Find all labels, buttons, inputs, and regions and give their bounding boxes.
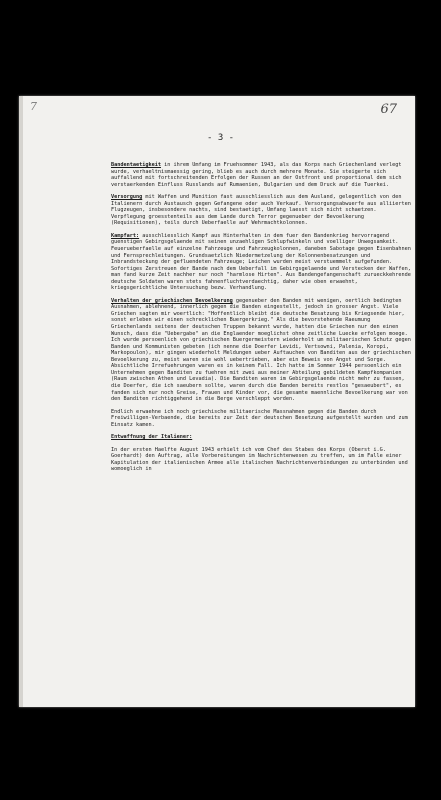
paragraph-heading: Versorgung (111, 194, 143, 201)
paragraph-heading: Bandentaetigkeit (111, 162, 161, 168)
paragraph-text: in ihrem Umfang im Fruehsommer 1943, als das Korps nach Griechenland verlegt wurde, verhaeltnismaessig gering, blieb es auch durch mehrere Monate. Sie steigerte sich auffallend mit fortschreitenden Erfolgen der Russen an der Ostfront und proportional dem sich verstaerkenden Einfluss Russlands auf Rumaenien, Bulgarien und dem Druck auf die Tuerkei. (111, 162, 402, 188)
paragraph (111, 447, 411, 473)
document-body (111, 162, 411, 479)
margin-mark-right: 67 (380, 102, 397, 117)
paragraph-text: mit Waffen und Munition fast ausschliesslich aus dem Ausland, gelegentlich von den Italienern durch Austausch gegen Gefangene oder auch Verkauf. Versorgungsabwuerfe aus alliierten Flugzeugen, insbesondere nachts, sind bestaetigt, Umfang laesst sich nicht schaetzen. Verpflegung groesstenteils aus dem Lande durch Terror gegenueber der Bevoelkerung (Requisitionen), teils durch Ueberfaelle auf Wehrmachtkolonnen. (111, 194, 411, 227)
paragraph-text: Endlich erwaehne ich noch griechische militaerische Massnahmen gegen die Banden durch Freiwilligen-Verbaende, die bereits zur Zeit der deutschen Besetzung aufgestellt wurden und zum Einsatz kamen. (111, 408, 408, 428)
document-page (19, 96, 415, 707)
paragraph-heading: Verhalten der griechischen Bevoelkerung (111, 297, 233, 304)
paragraph (111, 162, 411, 188)
paragraph (111, 194, 411, 227)
margin-mark-left: 7 (30, 100, 37, 113)
paragraph-text: gegenueber den Banden mit wenigen, oertlich bedingten Ausnahmen, ablehnend, innerlich gegen die Banden eingestellt, jedoch in grosser Angst. Viele Griechen sagten mir woertlich: "Hoffentlich bleibt die deutsche Besatzung bis Kriegsende hier, sonst erleben wir einen schrecklichen Buergerkrieg." Als die bevorstehende Raeumung Griechenlands seitens der deutschen Truppen bekannt wurde, hatten die Griechen nur den einen Wunsch, dass die "Uebergabe" an die Englaender moeglichst ohne zeitliche Luecke erfolgen moege. Ich wurde persoenlich von griechischen Buergermeistern wiederholt um militaerischen Schutz gegen Banden und Kommunisten gebeten (ich nenne die Doerfer Levidi, Vertsowni, Palenia, Koropi, Markopoulon), mir gingen wiederholt Meldungen ueber Auftauchen von Banditen aus der griechischen Bevoelkerung zu, meist waren sie wohl uebertrieben, aber ein Beweis von Angst und Sorge. Absichtliche Irrefuehrungen waren es in keinem Fall. Ich hatte im Sommer 1944 persoenlich ein Unternehmen gegen Banditen zu fuehren mit zwei aus meiner Abteilung gebildeten Kampfkompanien (Raum zwischen Athen und Levadia). Die Banditen waren im Gebirgsgelaende nicht mehr zu fassen, die Doerfer, die ich saeubern sollte, waren durch die Banden bereits restlos "gesaeubert", es fanden sich nur noch Greise, Frauen und Kinder vor, die gesamte maennliche Bevoelkerung war von den Banditen richtiggehend in die Berge verschleppt worden. (111, 297, 411, 403)
page-number: - 3 - (207, 133, 235, 143)
page-edge (19, 96, 23, 707)
section-heading (111, 434, 411, 441)
paragraph (111, 409, 411, 429)
paragraph-text: ausschliesslich Kampf aus Hinterhalten in dem fuer den Bandenkrieg hervorragend guenstigen Gebirgsgelaende mit seinen unzaehligen Schlupfwinkeln und voelliger Unwegsamkeit. Feuerueberfaelle auf einzelne Fahrzeuge und Fahrzeugkolonnen, daneben Sabotage gegen Eisenbahnen und Fernsprechleitungen. Grundsaetzlich Niedermetzelung der Kolonnenbesatzungen und Inbrandsteckung der gefluendeten Fahrzeuge; Leichen wurden meist verstuemmelt aufgefunden. Sofortiges Zerstreuen der Bande nach dem Ueberfall im Gebirgsgelaende und Verstecken der Waffen, man fand kurze Zeit nachher nur noch "harmlose Hirten". Aus Bandengefangenschaft zurueckkehrende deutsche Soldaten waren stets fahnenfluchtverdaechtig, daher wie oben erwaehnt, kriegsgerichtliche Untersuchung bezw. Verhandlung. (111, 232, 411, 292)
paragraph-heading: Kampfart: (111, 232, 140, 239)
paragraph-text: In der ersten Haelfte August 1943 erhielt ich vom Chef des Stabes des Korps (Oberst i.G. Goerhardt) den Auftrag, alle Vorbereitungen im Nachrichtenwesen zu treffen, um im Falle einer Kapitulation der italienischen Armee alle italischen Nachrichtenverbindungen zu unterbinden und womoeglich in (111, 446, 408, 473)
paragraph-heading: Entwaffnung der Italiener: (111, 434, 193, 441)
paragraph (111, 233, 411, 292)
paragraph (111, 298, 411, 403)
